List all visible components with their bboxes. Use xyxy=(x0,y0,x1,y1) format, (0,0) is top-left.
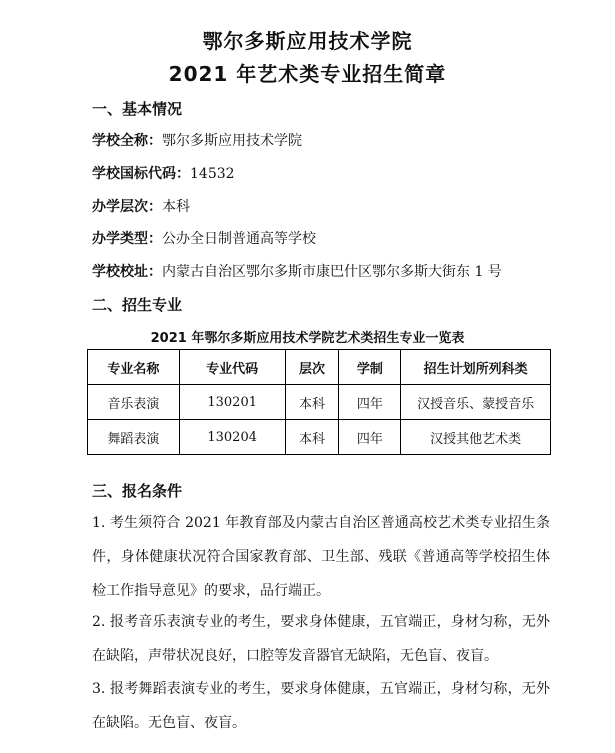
info-label: 办学层次： xyxy=(92,199,162,215)
majors-table-title: 2021 年鄂尔多斯应用技术学院艺术类招生专业一览表 xyxy=(150,331,465,346)
section-heading-basic-info: 一、基本情况 xyxy=(92,100,183,118)
section-heading-requirements: 三、报名条件 xyxy=(92,482,183,500)
info-row-level xyxy=(92,196,190,216)
info-row-full-name xyxy=(92,130,302,150)
column-header: 专业代码 xyxy=(179,350,285,385)
info-value: 本科 xyxy=(162,199,190,215)
majors-table xyxy=(87,349,551,455)
table-row xyxy=(88,385,551,420)
table-row xyxy=(88,420,551,455)
table-cell: 本科 xyxy=(285,385,339,420)
info-value: 公办全日制普通高等学校 xyxy=(162,231,316,247)
table-cell: 130204 xyxy=(179,420,285,455)
requirement-paragraph-dance: 3. 报考舞蹈表演专业的考生，要求身体健康，五官端正，身材匀称，无外在缺陷。无色盲、夜盲。 xyxy=(92,681,550,731)
table-cell: 音乐表演 xyxy=(88,385,180,420)
table-cell: 汉授其他艺术类 xyxy=(401,420,551,455)
table-cell: 本科 xyxy=(285,420,339,455)
table-cell: 汉授音乐、蒙授音乐 xyxy=(401,385,551,420)
table-header-row xyxy=(88,350,551,385)
info-value: 14532 xyxy=(190,166,235,182)
column-header: 专业名称 xyxy=(88,350,180,385)
info-row-address xyxy=(92,261,502,281)
document-title-brochure: 2021 年艺术类专业招生简章 xyxy=(168,62,447,86)
info-label: 学校国标代码： xyxy=(92,166,190,182)
info-value: 内蒙古自治区鄂尔多斯市康巴什区鄂尔多斯大街东 1 号 xyxy=(162,264,502,280)
info-label: 学校全称： xyxy=(92,133,162,149)
info-label: 办学类型： xyxy=(92,231,162,247)
column-header: 学制 xyxy=(339,350,401,385)
column-header: 招生计划所列科类 xyxy=(401,350,551,385)
table-cell: 舞蹈表演 xyxy=(88,420,180,455)
table-cell: 四年 xyxy=(339,385,401,420)
requirement-paragraph-general: 1. 考生须符合 2021 年教育部及内蒙古自治区普通高校艺术类专业招生条件，身体健康状况符合国家教育部、卫生部、残联《普通高等学校招生体检工作指导意见》的要求，品行端正。 xyxy=(92,515,550,599)
column-header: 层次 xyxy=(285,350,339,385)
info-row-national-code xyxy=(92,163,235,183)
info-value: 鄂尔多斯应用技术学院 xyxy=(162,133,302,149)
section-heading-majors: 二、招生专业 xyxy=(92,296,183,314)
table-cell: 130201 xyxy=(179,385,285,420)
table-cell: 四年 xyxy=(339,420,401,455)
document-title-school: 鄂尔多斯应用技术学院 xyxy=(202,29,413,53)
info-row-type xyxy=(92,228,316,248)
info-label: 学校校址： xyxy=(92,264,162,280)
requirement-paragraph-music: 2. 报考音乐表演专业的考生，要求身体健康，五官端正，身材匀称，无外在缺陷，声带状况良好，口腔等发音器官无缺陷，无色盲、夜盲。 xyxy=(92,614,550,664)
